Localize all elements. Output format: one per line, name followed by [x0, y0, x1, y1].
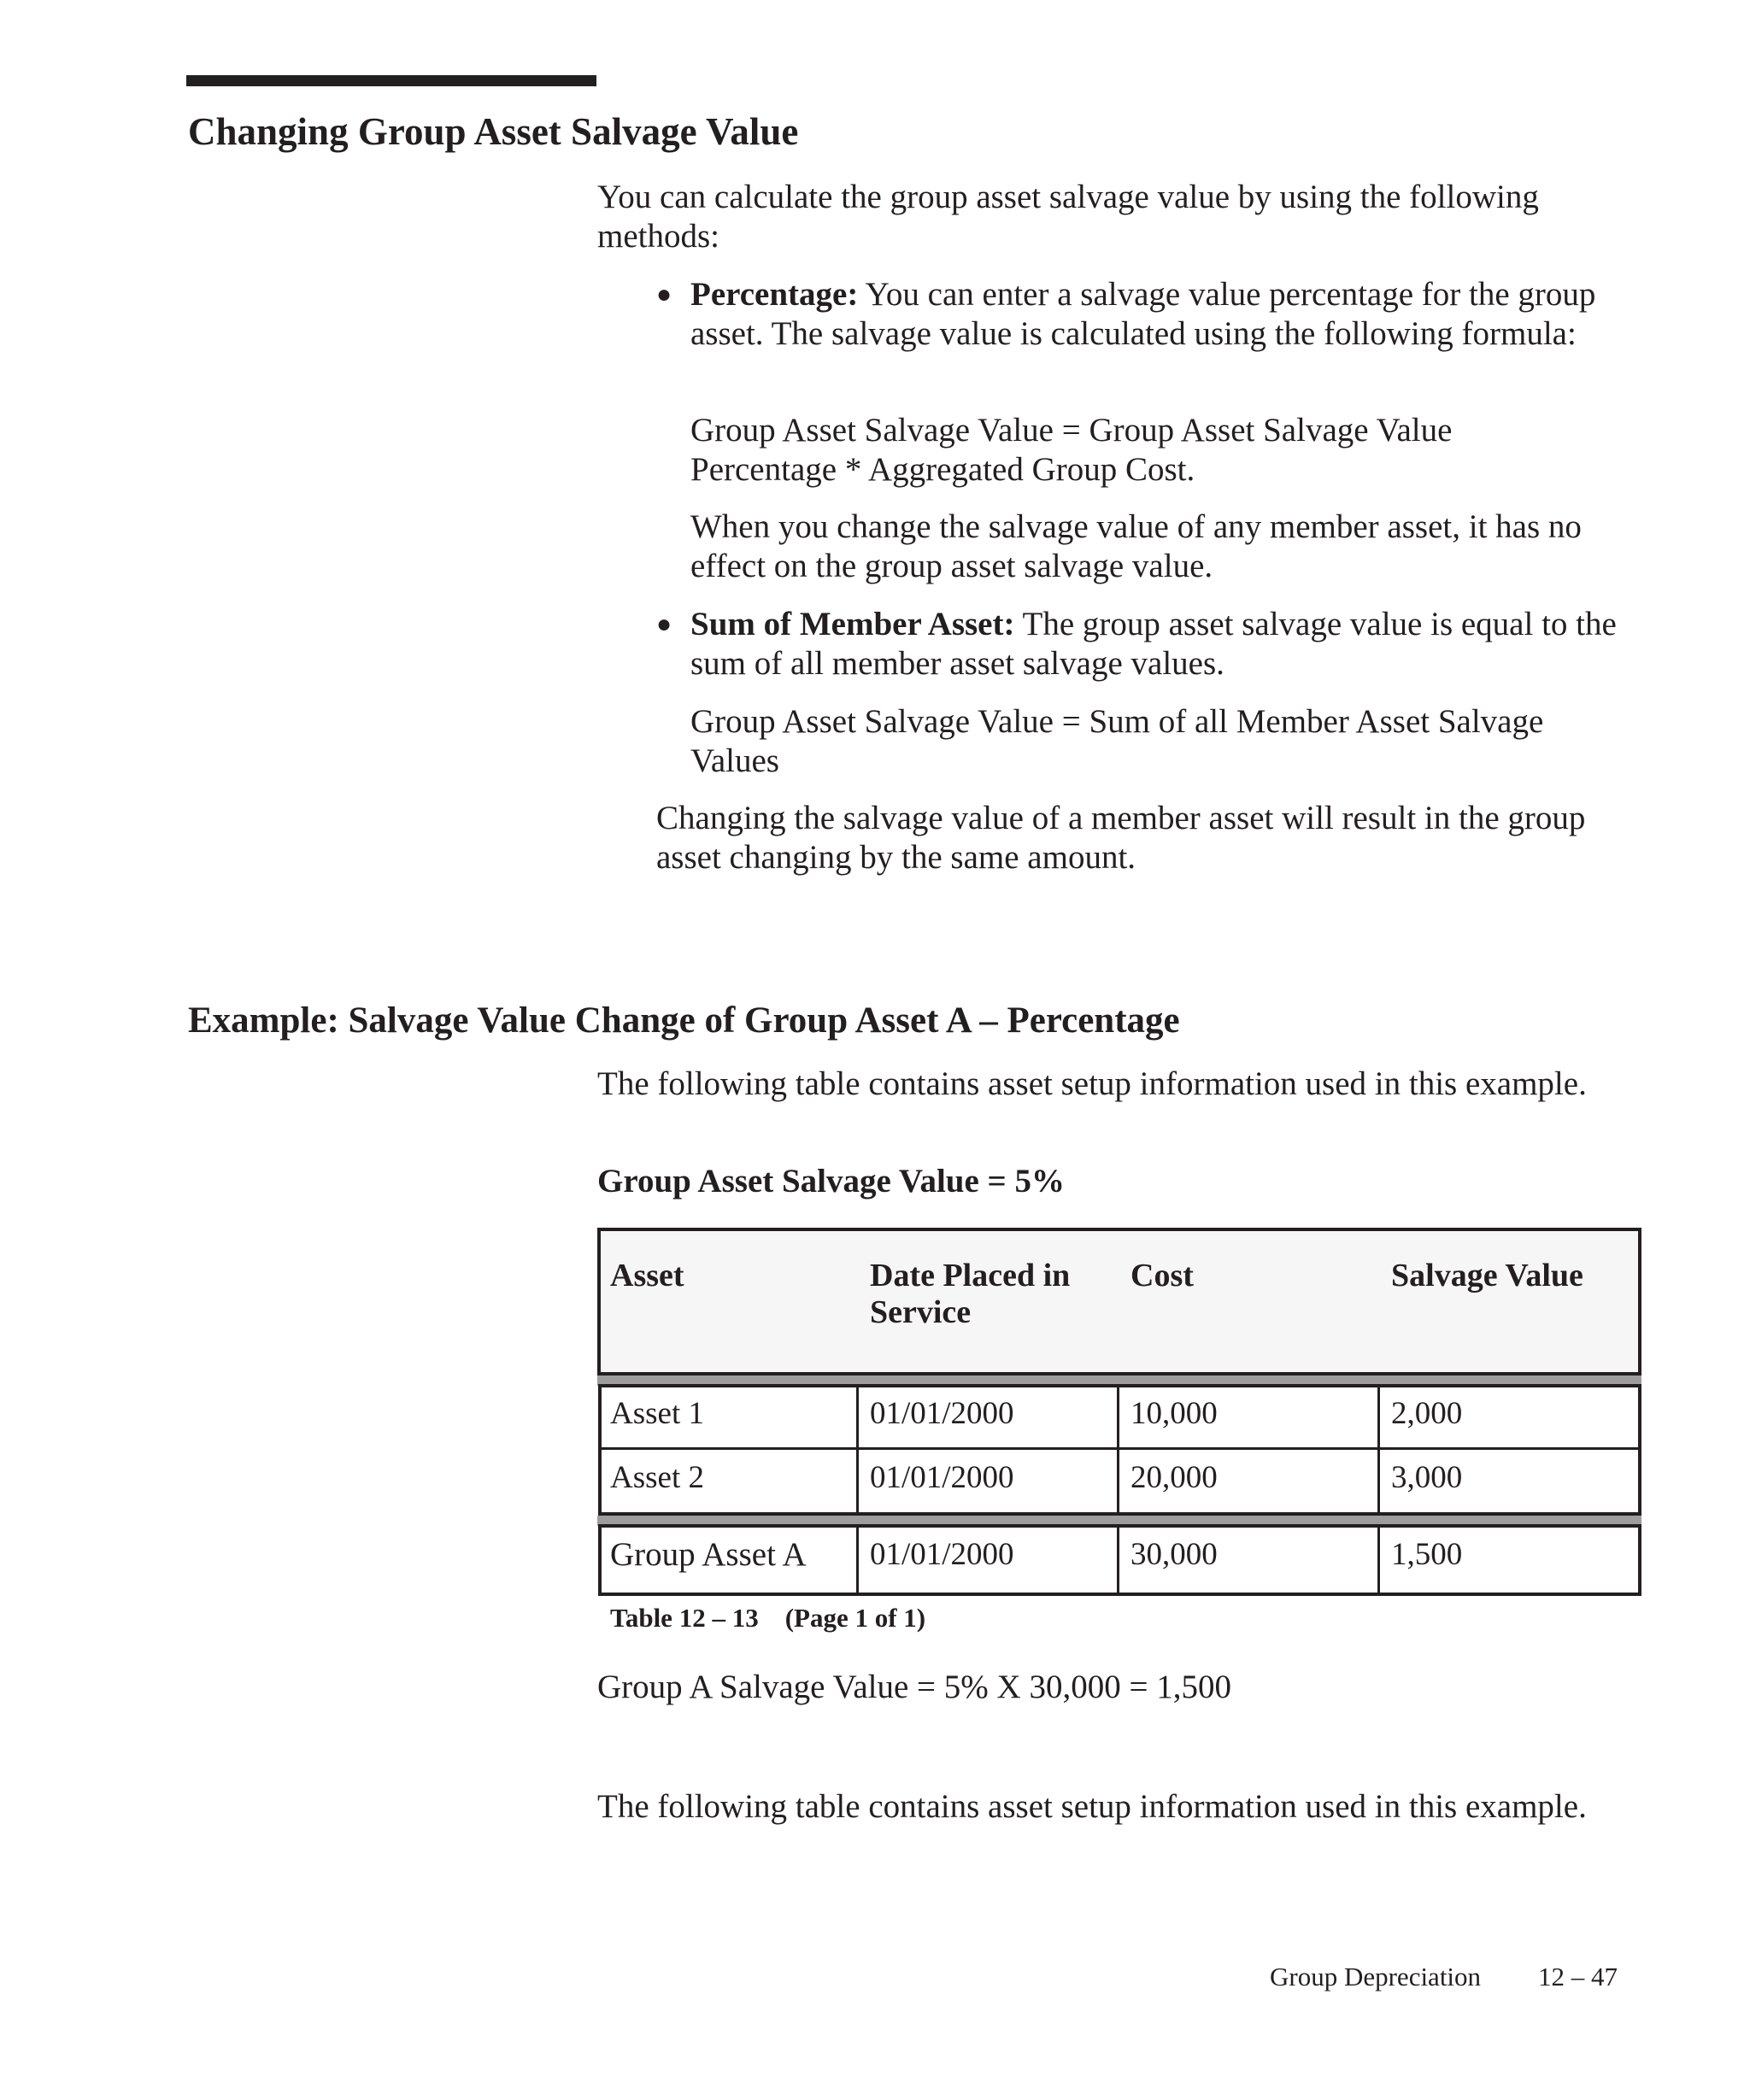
- example-setting: Group Asset Salvage Value = 5%: [597, 1163, 1066, 1200]
- bullet-icon: ●: [656, 610, 672, 638]
- column-divider: [1117, 1384, 1119, 1516]
- section-intro: You can calculate the group asset salvage value by using the following methods:: [597, 179, 1539, 255]
- section-closing: Changing the salvage value of a member asset will result in the group asset changing by the same amount.: [656, 800, 1586, 876]
- table-cell: 2,000: [1391, 1396, 1463, 1431]
- table-cell: 01/01/2000: [870, 1537, 1014, 1572]
- method-formula: Group Asset Salvage Value = Sum of all Member Asset Salvage Values: [690, 703, 1544, 779]
- column-divider: [856, 1524, 859, 1596]
- example-calculation: Group A Salvage Value = 5% X 30,000 = 1,500: [597, 1669, 1231, 1705]
- example-title: Example: Salvage Value Change of Group Asset A – Percentage: [188, 1000, 1180, 1041]
- table-caption: Table 12 – 13 (Page 1 of 1): [610, 1603, 926, 1633]
- example-next-intro: The following table contains asset setup information used in this example.: [597, 1788, 1587, 1825]
- footer-chapter: Group Depreciation: [1270, 1962, 1482, 1991]
- column-header: Date Placed in Service: [870, 1258, 1071, 1330]
- row-divider: [598, 1447, 1641, 1450]
- table-cell: Asset 1: [610, 1396, 704, 1431]
- method-label: Percentage:: [690, 276, 859, 313]
- table-cell: Group Asset A: [610, 1536, 807, 1573]
- column-divider: [1377, 1524, 1380, 1596]
- method-text: You can enter a salvage value percentage for the group asset. The salvage value is calculated using the following formula:: [690, 276, 1596, 352]
- bullet-icon: ●: [656, 280, 672, 308]
- example-intro: The following table contains asset setup information used in this example.: [597, 1065, 1587, 1102]
- table-body: [598, 1384, 1641, 1516]
- column-header: Asset: [610, 1258, 684, 1293]
- section-title: Changing Group Asset Salvage Value: [188, 110, 799, 153]
- column-divider: [1117, 1524, 1119, 1596]
- method-note: When you change the salvage value of any member asset, it has no effect on the group asset salvage value.: [690, 508, 1582, 584]
- table-cell: 20,000: [1130, 1460, 1218, 1495]
- section-rule: [186, 75, 596, 86]
- table-cell: 01/01/2000: [870, 1396, 1014, 1431]
- method-formula: Group Asset Salvage Value = Group Asset Salvage Value Percentage * Aggregated Group Cost.: [690, 412, 1453, 488]
- table-cell: Asset 2: [610, 1460, 704, 1495]
- column-divider: [856, 1384, 859, 1516]
- table-cell: 10,000: [1130, 1396, 1218, 1431]
- table-cell: 1,500: [1391, 1537, 1463, 1572]
- method-text: The group asset salvage value is equal to the sum of all member asset salvage values.: [690, 606, 1617, 682]
- column-divider: [1377, 1384, 1380, 1516]
- column-header: Cost: [1130, 1258, 1194, 1293]
- method-label: Sum of Member Asset:: [690, 606, 1015, 642]
- table-cell: 3,000: [1391, 1460, 1463, 1495]
- table-header: [597, 1228, 1641, 1376]
- footer-page-number: 12 – 47: [1538, 1962, 1618, 1991]
- column-header: Salvage Value: [1391, 1258, 1583, 1293]
- method-sum: [690, 605, 1647, 683]
- table-cell: 01/01/2000: [870, 1460, 1014, 1495]
- table-cell: 30,000: [1130, 1537, 1218, 1572]
- method-percentage: [690, 275, 1639, 353]
